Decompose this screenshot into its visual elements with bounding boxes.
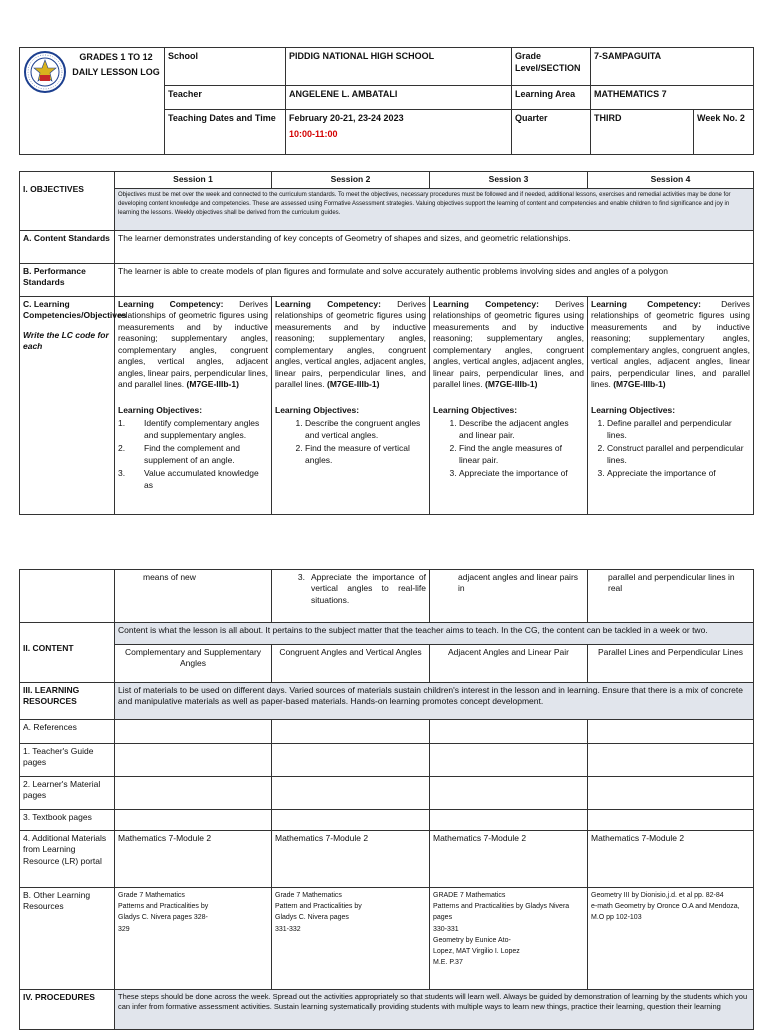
learning-resources-note: List of materials to be used on different days. Varied sources of materials sustain children's interest in the lesson and in learning. Ensure that there is a mix of concrete and manipulative materials as well as paper-based materials. Hands-on learning promotes concept development.: [115, 683, 754, 720]
deped-seal-icon: [23, 50, 67, 94]
session-1-continuation: means of new: [115, 570, 272, 623]
s2-cont-number: 3.: [297, 572, 305, 582]
grade-value: 7-SAMPAGUITA: [591, 48, 754, 86]
other-resources-session-3: GRADE 7 Mathematics Patterns and Practicalities by Gladys Nivera pages 330-331 Geometry by Eunice Ato- Lopez, MAT Virgilio I. Lopez M.E. P.37: [430, 888, 588, 990]
content-note: Content is what the lesson is all about. It pertains to the subject matter that the teacher aims to teach. In the CG, the content can be tackled in a week or two.: [115, 623, 754, 645]
lo-heading: Learning Objectives:: [275, 404, 360, 415]
session-2-competency-cell: [272, 297, 430, 515]
session-2-continuation-cell: [272, 570, 430, 623]
procedures-note: These steps should be done across the week. Spread out the activities appropriately so that students will learn well. Always be guided by demonstration of learning by the students which you can infer from formative assessment activities. Sustain learning systematically providing students with multiple ways to learn new things, practice their learning, question their learning: [115, 990, 754, 1030]
session-3-objectives-list: [433, 418, 584, 479]
list-item: 3. Appreciate the importance of: [607, 468, 750, 479]
school-label: School: [165, 48, 286, 86]
lc-text: Derives relationships of geometric figures using measurements and by inductive reasoning; supplementary angles, complementary angles, congruent angles, vertical angles, adjacent angles, linear pairs, perpendicular lines, and parallel lines.: [118, 299, 268, 390]
session-1-competency-cell: [115, 297, 272, 515]
lc-heading: Learning Competency:: [118, 299, 224, 309]
lc-text: Derives relationships of geometric figures using measurements and by inductive reasoning; supplementary angles, complementary angles, congruent angles, vertical angles, adjacent angles, linear pairs, perpendicular lines, and parallel lines.: [591, 299, 750, 390]
teacher-label: Teacher: [165, 86, 286, 110]
lo-heading: Learning Objectives:: [118, 404, 203, 415]
dates-cell: [286, 110, 512, 155]
header-table: [19, 47, 754, 155]
objectives-table: [19, 171, 754, 515]
objectives-label: I. OBJECTIVES: [20, 172, 115, 231]
lc-code: (M7GE-IIIb-1): [613, 379, 666, 390]
area-label: Learning Area: [512, 86, 591, 110]
session-3-header: Session 3: [430, 172, 588, 189]
session-2-header: Session 2: [272, 172, 430, 189]
additional-materials-session-3: Mathematics 7-Module 2: [430, 831, 588, 888]
dates-value: February 20-21, 23-24 2023: [289, 113, 404, 123]
content-standards-text: The learner demonstrates understanding of key concepts of Geometry of shapes and sizes, and geometric relationships.: [115, 231, 754, 264]
teachers-guide-label: 1. Teacher's Guide pages: [20, 744, 115, 777]
grade-label: Grade Level/SECTION: [512, 48, 591, 86]
additional-materials-session-2: Mathematics 7-Module 2: [272, 831, 430, 888]
session-4-header: Session 4: [588, 172, 754, 189]
objectives-note: Objectives must be met over the week and connected to the curriculum standards. To meet the objectives, necessary procedures must be followed and if needed, additional lessons, exercises and remedial activities may be done for developing content knowledge and competencies. These are assessed using Formative Assessment strategies. Valuing objectives support the learning of content and competencies and enable children to find significance and joy in learning the lessons. Weekly objectives shall be derived from the curriculum guides.: [115, 189, 754, 231]
session-2-objectives-list: [275, 418, 426, 466]
session-2-continuation: Appreciate the importance of vertical angles to real-life situations.: [311, 572, 426, 605]
content-standards-label: A. Content Standards: [20, 231, 115, 264]
empty-label-cell: [20, 570, 115, 623]
list-item: 1. Identify complementary angles and supplementary angles.: [118, 418, 260, 440]
quarter-value: THIRD: [591, 110, 694, 155]
procedures-label: IV. PROCEDURES: [20, 990, 115, 1030]
school-value: PIDDIG NATIONAL HIGH SCHOOL: [286, 48, 512, 86]
learning-competencies-label: C. Learning Competencies/Objectives: [23, 299, 127, 321]
header-title-line2: DAILY LESSON LOG: [72, 67, 160, 78]
list-item: 1. Define parallel and perpendicular lines.: [607, 418, 750, 441]
performance-standards-text: The learner is able to create models of plan figures and formulate and solve accurately authentic problems involving sides and angles of a polygon: [115, 264, 754, 297]
other-resources-session-2: Grade 7 Mathematics Pattern and Practicalities by Gladys C. Nivera pages 331-332: [272, 888, 430, 990]
topic-session-1: Complementary and Supplementary Angles: [115, 645, 272, 683]
lc-heading: Learning Competency:: [591, 299, 701, 309]
textbook-pages-label: 3. Textbook pages: [20, 810, 115, 831]
session-3-competency-cell: [430, 297, 588, 515]
teacher-value: ANGELENE L. AMBATALI: [286, 86, 512, 110]
lc-heading: Learning Competency:: [433, 299, 539, 309]
session-1-header: Session 1: [115, 172, 272, 189]
learning-competencies-label-cell: [20, 297, 127, 515]
list-item: 1. Describe the congruent angles and vertical angles.: [305, 418, 426, 441]
topic-session-3: Adjacent Angles and Linear Pair: [430, 645, 588, 683]
list-item: 1. Describe the adjacent angles and linear pair.: [459, 418, 584, 441]
time-value: 10:00-11:00: [289, 129, 338, 140]
lc-text: Derives relationships of geometric figures using measurements and by inductive reasoning; supplementary angles, complementary angles, congruent angles, vertical angles, adjacent angles, linear pairs, perpendicular lines, and parallel lines.: [433, 299, 584, 390]
additional-materials-label: 4. Additional Materials from Learning Resource (LR) portal: [20, 831, 115, 888]
other-resources-session-1: Grade 7 Mathematics Patterns and Practicalities by Gladys C. Nivera pages 328- 329: [115, 888, 272, 990]
additional-materials-session-4: Mathematics 7-Module 2: [588, 831, 754, 888]
lo-heading: Learning Objectives:: [591, 404, 676, 415]
header-logo-cell: [20, 48, 165, 155]
header-title-line1: GRADES 1 TO 12: [79, 52, 153, 62]
other-resources-label: B. Other Learning Resources: [20, 888, 115, 990]
dates-label: Teaching Dates and Time: [165, 110, 286, 155]
week-label: Week No. 2: [694, 110, 754, 155]
learning-resources-label: III. LEARNING RESOURCES: [20, 683, 115, 720]
list-item: 2. Find the measure of vertical angles.: [305, 443, 426, 466]
additional-materials-session-1: Mathematics 7-Module 2: [115, 831, 272, 888]
learning-competencies-sub: Write the LC code for each: [23, 329, 109, 352]
session-3-continuation: adjacent angles and linear pairs in: [430, 570, 588, 623]
lc-heading: Learning Competency:: [275, 299, 381, 309]
session-4-objectives-list: [591, 418, 750, 479]
content-label: II. CONTENT: [20, 623, 115, 683]
session-4-continuation: parallel and perpendicular lines in real: [588, 570, 754, 623]
lc-text: Derives relationships of geometric figures using measurements and by inductive reasoning; supplementary angles, complementary angles, congruent angles, vertical angles, adjacent angles, linear pairs, perpendicular lines, and parallel lines.: [275, 299, 426, 390]
list-item: 2. Find the angle measures of linear pair.: [459, 443, 584, 466]
area-value: MATHEMATICS 7: [591, 86, 754, 110]
list-item: 3. Appreciate the importance of: [459, 468, 584, 479]
session-1-objectives-list: [118, 418, 268, 491]
other-resources-session-4: Geometry III by Dionisio,j.d. et al pp. 82-84 e-math Geometry by Oronce O.A and Mendoza, M.O pp 102-103: [588, 888, 754, 990]
continuation-table: [19, 569, 754, 1030]
references-label: A. References: [20, 720, 115, 744]
lc-code: (M7GE-IIIb-1): [485, 379, 538, 390]
session-4-competency-cell: [588, 297, 754, 515]
learners-material-label: 2. Learner's Material pages: [20, 777, 115, 810]
quarter-label: Quarter: [512, 110, 591, 155]
list-item: 2. Find the complement and supplement of an angle.: [118, 443, 240, 465]
topic-session-4: Parallel Lines and Perpendicular Lines: [588, 645, 754, 683]
list-item: 3. Value accumulated knowledge as: [118, 468, 259, 490]
lc-code: (M7GE-IIIb-1): [186, 379, 239, 390]
lo-heading: Learning Objectives:: [433, 404, 518, 415]
lc-code: (M7GE-IIIb-1): [327, 379, 380, 390]
topic-session-2: Congruent Angles and Vertical Angles: [272, 645, 430, 683]
performance-standards-label: B. Performance Standards: [20, 264, 115, 297]
list-item: 2. Construct parallel and perpendicular lines.: [607, 443, 750, 466]
